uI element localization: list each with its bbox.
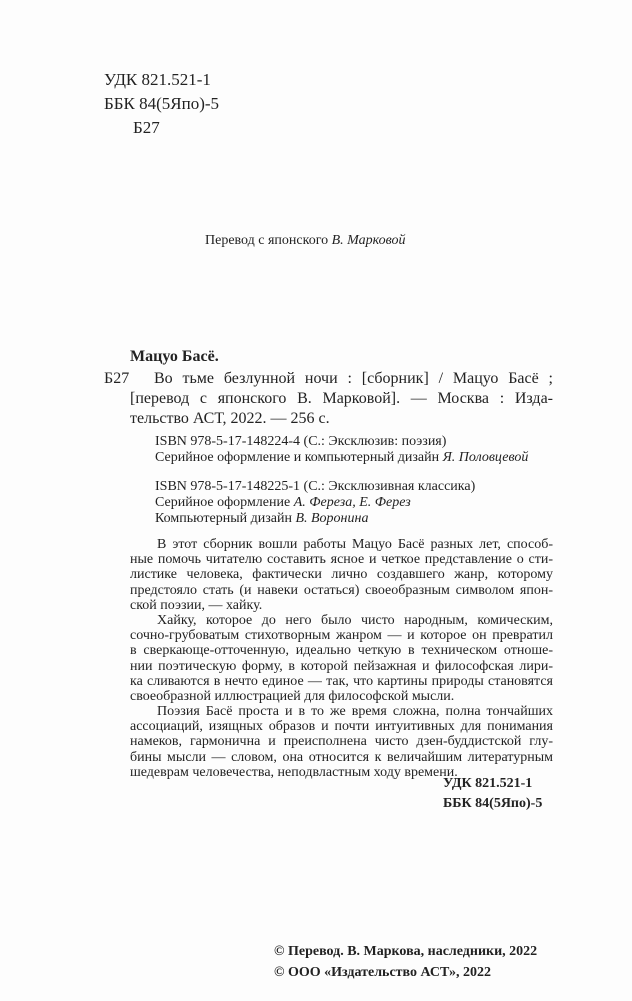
annotation-paragraph [130,704,553,780]
author-mark: Б27 [133,118,160,137]
text-line: В этот сборник вошли работы Мацуо Басё разных лет, способ- [157,537,553,552]
record-code: Б27 [104,370,130,387]
annotation-paragraph [130,613,553,704]
design-credit-3 [155,511,368,526]
annotation-paragraph [130,537,553,613]
text-line: ные помочь читателю составить ясное и четкое представление о сти- [130,552,553,568]
record-line: Во тьме безлунной ночи : [сборник] / Мацуо Басё ; [154,370,553,387]
text-line: ской поэзии, — хайку. [130,597,263,613]
text-line: намеков, гармонична и преисполнена чисто дзен-буддистской глу- [130,734,553,750]
text-line: листике человека, фактически лично создавшего жанр, которому [130,567,553,583]
credit-label: Компьютерный дизайн [155,511,292,526]
text-line: Поэзия Басё проста и в то же время сложна, полна тончайших [157,704,553,720]
credit-label: Серийное оформление и компьютерный дизайн [155,450,440,465]
udk-code: УДК 821.521-1 [104,70,211,89]
copyright-publisher: © ООО «Издательство АСТ», 2022 [274,965,492,980]
credit-name: Я. Половцевой [442,450,529,465]
text-line: в сверкающе-отточенную, идеально четкую в техническом отноше- [130,643,553,659]
footer-bbk: ББК 84(5Япо)-5 [443,796,543,811]
text-line: бины мысли — словом, она относится к величайшим литературным [130,749,553,765]
record-line: тельство АСТ, 2022. — 256 с. [130,410,330,427]
text-line: Хайку, которое до него было чисто народным, комическим, [157,612,553,628]
author-heading: Мацуо Басё. [130,348,219,365]
bbk-code: ББК 84(5Япо)-5 [104,94,220,113]
text-line: своеобразной иллюстрацией для философской мысли. [130,688,455,704]
design-credit-2 [155,495,411,510]
text-line: шедеврам человечества, неподвластным ходу времени. [130,764,458,780]
translator-name: В. Марковой [331,233,406,248]
translation-credit [205,233,406,248]
credit-label: Серийное оформление [155,495,291,510]
text-line: ка сливаются в нечто единое — так, что картины природы становятся [130,673,553,689]
text-line: нии поэтическую форму, в которой пейзажная и философская лири- [130,658,553,674]
isbn-2: ISBN 978-5-17-148225-1 (С.: Эксклюзивная классика) [155,479,476,494]
design-credit-1 [155,450,528,465]
annotation [130,537,553,780]
translation-prefix: Перевод с японского [205,233,329,248]
footer-udk: УДК 821.521-1 [443,776,533,791]
copyright-translation: © Перевод. В. Маркова, наследники, 2022 [274,944,538,959]
isbn-1: ISBN 978-5-17-148224-4 (С.: Эксклюзив: поэзия) [155,434,447,449]
text-line: сочно-грубоватым стихотворным жанром — и которое он превратил [130,628,553,644]
credit-name: А. Фереза, Е. Ферез [293,495,411,510]
text-line: ассоциаций, изящных образов и почти интуитивных для понимания [130,719,553,735]
record-line: [перевод с японского В. Марковой]. — Москва : Изда- [130,390,553,407]
text-line: предстояло стать (и навеки остаться) своеобразным символом япон- [130,582,553,598]
credit-name: В. Воронина [295,511,369,526]
